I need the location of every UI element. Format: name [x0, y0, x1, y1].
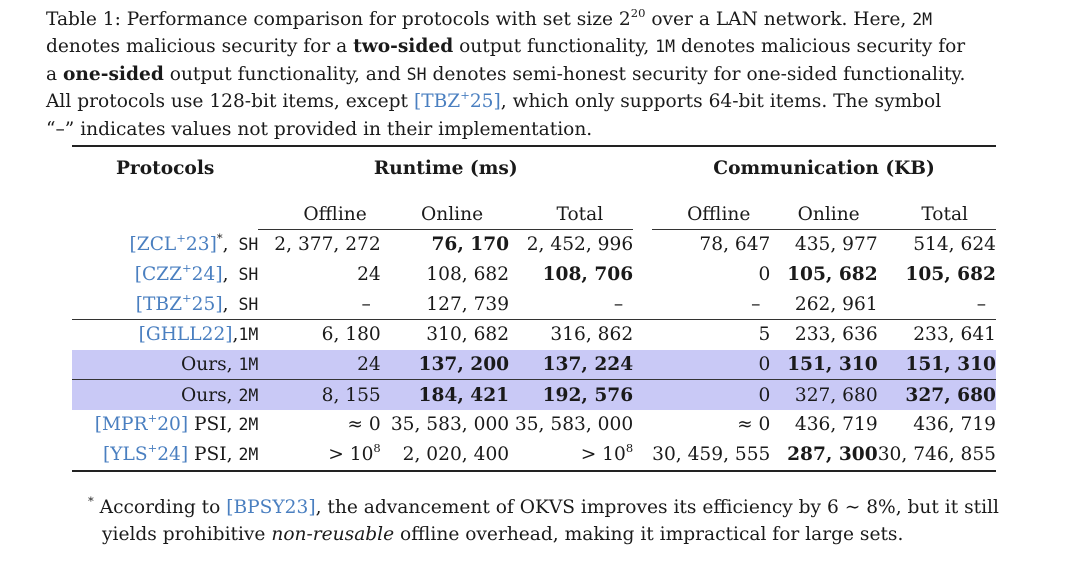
caption-line-2: denotes malicious security for a two-sided output functionality, 1M denotes malicious security for [46, 36, 966, 58]
caption-line-4: All protocols use 128-bit items, except [TBZ+25], which only supports 64-bit items. The symbol [46, 88, 942, 113]
subheader-total: Total [509, 189, 633, 230]
header-runtime: Runtime (ms) [258, 146, 633, 189]
table-row: [CZZ+24], SH 24 108, 682 108, 706 0 105, 682 105, 682 [72, 260, 996, 290]
protocol-cell: [TBZ+25], SH [135, 290, 259, 315]
citation-link[interactable]: [CZZ+24] [134, 260, 223, 286]
caption-line-5: “–” indicates values not provided in their implementation. [46, 118, 593, 140]
table-caption [46, 6, 1030, 143]
table-row: [MPR+20] PSI, 2M ≈ 0 35, 583, 000 35, 583, 000 ≈ 0 436, 719 436, 719 [72, 410, 996, 440]
subheader-offline: Offline [258, 189, 380, 230]
table-row: [YLS+24] PSI, 2M > $10^8$ 2, 020, 400 > $10^8$ 30, 459, 555 287, 300 30, 746, 855 [72, 440, 996, 471]
footnote-line-1: * According to [BPSY23], the advancement of OKVS improves its efficiency by 6 ∼ 8%, but it still [88, 493, 999, 518]
citation-link[interactable]: [TBZ+25] [413, 88, 501, 113]
citation-link[interactable]: [GHLL22] [138, 324, 233, 346]
protocol-cell: [CZZ+24], SH [134, 260, 259, 286]
caption-line-3: a one-sided output functionality, and SH denotes semi-honest security for one-sided functionality. [46, 63, 966, 85]
citation-link[interactable]: [TBZ+25] [135, 290, 223, 315]
protocol-cell: [MPR+20] PSI, 2M [94, 411, 259, 436]
citation-link[interactable]: [YLS+24] [102, 440, 189, 466]
citation-link[interactable]: [ZCL+23] [129, 230, 217, 256]
table-row: [ZCL+23]*, SH 2, 377, 272 76, 170 2, 452, 996 78, 647 435, 977 514, 624 [72, 230, 996, 260]
highlighted-row: Ours, 2M 8, 155 184, 421 192, 576 0 327, 680 327, 680 [72, 380, 996, 410]
protocol-cell: [GHLL22],1M [72, 320, 258, 350]
table-footnote [88, 494, 1008, 548]
subheader-online: Online [770, 189, 877, 230]
protocol-cell: Ours, 2M [72, 380, 258, 410]
highlighted-row: Ours, 1M 24 137, 200 137, 224 0 151, 310 151, 310 [72, 350, 996, 380]
protocol-cell: [YLS+24] PSI, 2M [72, 440, 258, 471]
subheader-total: Total [878, 189, 996, 230]
caption-line-1: Table 1: Performance comparison for protocols with set size $2^{20}$ over a LAN network. Here, 2M [46, 5, 933, 30]
protocol-cell: [ZCL+23]*, SH [129, 230, 259, 256]
citation-link[interactable]: [BPSY23] [226, 497, 316, 518]
footnote-line-2: yields prohibitive non-reusable offline overhead, making it impractical for large sets. [102, 524, 904, 545]
performance-table [72, 145, 996, 472]
citation-link[interactable]: [MPR+20] [94, 411, 189, 436]
table-row: [GHLL22],1M 6, 180 310, 682 316, 862 5 233, 636 233, 641 [72, 320, 996, 350]
subheader-offline: Offline [652, 189, 770, 230]
table-row: [TBZ+25], SH – 127, 739 – – 262, 961 – [72, 289, 996, 319]
header-protocols: Protocols [72, 146, 258, 189]
subheader-row [72, 189, 996, 230]
header-row [72, 146, 996, 189]
protocol-cell: Ours, 1M [72, 350, 258, 380]
header-communication: Communication (KB) [652, 146, 996, 189]
subheader-online: Online [381, 189, 509, 230]
